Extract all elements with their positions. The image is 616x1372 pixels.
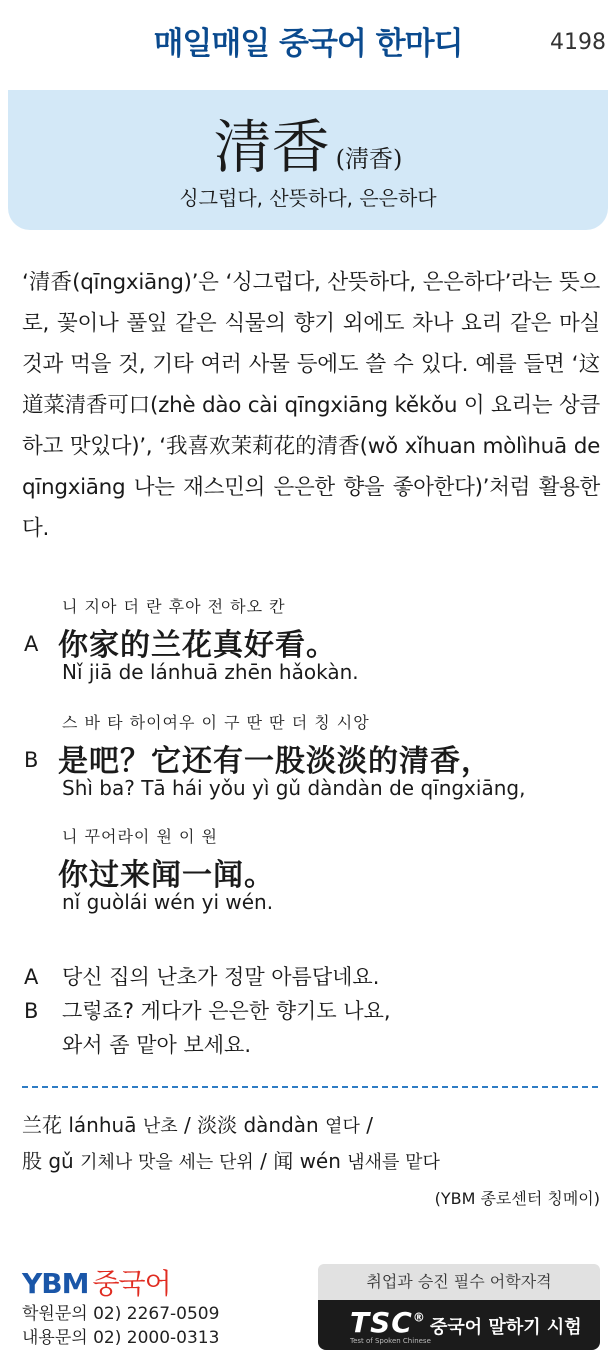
pinyin: Nǐ jiā de lánhuā zhēn hǎokàn. bbox=[62, 660, 359, 684]
translation-text: 와서 좀 맡아 보세요. bbox=[62, 1033, 251, 1057]
headword bbox=[8, 100, 608, 184]
vocab-pinyin: dàndàn bbox=[243, 1113, 319, 1137]
content-contact: 내용문의 02) 2000-0313 bbox=[22, 1328, 220, 1348]
pronunciation-guide: 스 바 타 하이여우 이 구 딴 딴 더 칭 시앙 bbox=[62, 713, 370, 732]
translation-text: 당신 집의 난초가 정말 아름답네요. bbox=[62, 965, 380, 989]
vocab-meaning: 난초 bbox=[142, 1116, 178, 1137]
pronunciation-guide: 니 지아 더 란 후아 전 하오 칸 bbox=[62, 597, 286, 616]
headword-traditional: (淸香) bbox=[335, 145, 403, 173]
tsc-test-name: 중국어 말하기 시험 bbox=[430, 1317, 582, 1338]
vocab-pinyin: wén bbox=[299, 1149, 341, 1173]
series-title: 매일매일 중국어 한마디 bbox=[153, 26, 463, 62]
author-credit: (YBM 종로센터 칭메이) bbox=[434, 1189, 600, 1208]
chinese-sentence: 是吧？它还有一股淡淡的清香， bbox=[58, 744, 492, 779]
vocab-pinyin: gǔ bbox=[48, 1149, 74, 1173]
tsc-logo-text: TSC bbox=[350, 1306, 413, 1339]
vocabulary bbox=[22, 1108, 602, 1180]
chinese-sentence: 你过来闻一闻。 bbox=[58, 858, 275, 893]
translation-line bbox=[24, 1028, 604, 1062]
ybm-footer bbox=[22, 1262, 219, 1350]
title-box bbox=[8, 90, 608, 230]
pronunciation-guide: 니 꾸어라이 원 이 원 bbox=[62, 827, 218, 846]
vocab-separator: / bbox=[183, 1113, 191, 1137]
vocab-separator: / bbox=[260, 1149, 267, 1173]
speaker-label: A bbox=[24, 965, 39, 989]
dashed-divider bbox=[22, 1086, 598, 1088]
translation-line bbox=[24, 960, 604, 994]
translation-line bbox=[24, 994, 604, 1028]
academy-contact: 학원문의 02) 2267-0509 bbox=[22, 1304, 220, 1324]
explanation-paragraph: ‘清香(qīngxiāng)’은 ‘싱그럽다, 산뜻하다, 은은하다’라는 뜻으로, 꽃이나 풀잎 같은 식물의 향기 외에도 차나 요리 같은 마실 것과 먹을 것, 기타 여러 사물 등에도 쓸 수 있다. 예를 들면 ‘这道菜清香可口(zhè dào cài qīngxiāng kěkǒu 이 요리는 상큼하고 맛있다)’, ‘我喜欢茉莉花的清香(wǒ xǐhuan mòlìhuā de qīngxiāng 나는 재스민의 은은한 향을 좋아한다)’처럼 활용한다. bbox=[22, 270, 600, 541]
vocab-pinyin: lánhuā bbox=[68, 1113, 137, 1137]
speaker-label: B bbox=[24, 748, 39, 772]
tsc-ad bbox=[318, 1264, 600, 1352]
vocab-meaning: 냄새를 맡다 bbox=[347, 1152, 440, 1173]
pinyin: nǐ guòlái wén yi wén. bbox=[62, 890, 274, 914]
vocab-hanzi: 兰花 bbox=[22, 1113, 62, 1137]
speaker-label: A bbox=[24, 632, 39, 656]
header bbox=[0, 0, 616, 92]
headword-hanzi: 清香 bbox=[213, 113, 330, 181]
registered-mark: ® bbox=[412, 1310, 426, 1325]
translation bbox=[24, 960, 604, 1062]
headword-meaning: 싱그럽다, 산뜻하다, 은은하다 bbox=[179, 186, 437, 210]
ybm-brand: YBM bbox=[22, 1267, 89, 1300]
translation-text: 그렇죠? 게다가 은은한 향기도 나요, bbox=[62, 999, 391, 1023]
vocab-hanzi: 淡淡 bbox=[197, 1113, 238, 1137]
vocab-hanzi: 股 bbox=[22, 1149, 42, 1173]
tsc-tagline: 취업과 승진 필수 어학자격 bbox=[318, 1264, 600, 1300]
ybm-chinese-label: 중국어 bbox=[92, 1267, 171, 1300]
vocab-line bbox=[22, 1108, 602, 1144]
ybm-logo bbox=[22, 1262, 219, 1302]
vocab-meaning: 옅다 bbox=[325, 1116, 360, 1137]
vocab-meaning: 기체나 맛을 세는 단위 bbox=[80, 1152, 254, 1173]
speaker-label: B bbox=[24, 999, 39, 1023]
pinyin: Shì ba? Tā hái yǒu yì gǔ dàndàn de qīngxiāng, bbox=[62, 776, 526, 800]
tsc-banner bbox=[318, 1300, 600, 1350]
issue-number: 4198 bbox=[550, 30, 606, 55]
tsc-logo bbox=[350, 1306, 426, 1339]
vocab-hanzi: 闻 bbox=[273, 1149, 294, 1173]
tsc-subtitle: Test of Spoken Chinese bbox=[350, 1337, 431, 1345]
vocab-separator: / bbox=[366, 1113, 373, 1137]
explanation bbox=[22, 262, 600, 549]
chinese-sentence: 你家的兰花真好看。 bbox=[58, 628, 337, 663]
vocab-line bbox=[22, 1144, 602, 1180]
